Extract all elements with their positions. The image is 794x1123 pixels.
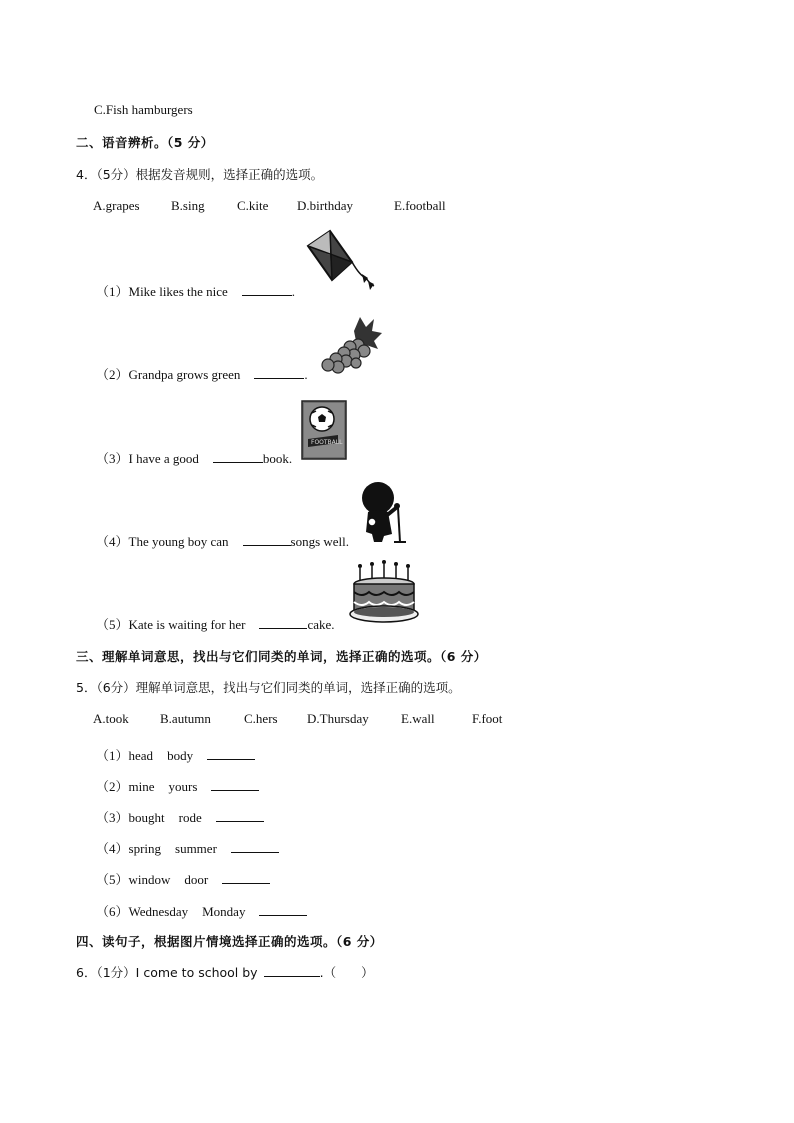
item-5-1 (96, 745, 255, 764)
answer-blank[interactable] (222, 871, 270, 884)
item-text-after: . (291, 284, 296, 299)
item-text: I have a good (128, 451, 199, 466)
word-1: mine (128, 779, 155, 794)
question-6 (76, 963, 374, 981)
word-2: yours (168, 779, 198, 794)
svg-text:FOOTBALL: FOOTBALL (311, 439, 343, 446)
word-1: window (128, 872, 171, 887)
item-number: （2） (96, 779, 129, 794)
item-text-after: . (304, 367, 308, 382)
item-number: （1） (96, 284, 129, 299)
answer-blank[interactable] (259, 903, 307, 916)
answer-blank[interactable] (211, 778, 259, 791)
section-4-heading: 四、读句子，根据图片情境选择正确的选项。（6 分） (76, 934, 383, 949)
question-6-text: 6．（1分）I come to school by (76, 965, 258, 980)
item-5-6 (96, 901, 307, 920)
item-4-3 (96, 448, 292, 467)
option-d: D.Thursday (307, 711, 369, 726)
item-5-4 (96, 838, 279, 857)
answer-blank[interactable] (216, 809, 264, 822)
section-2-heading: 二、语音辨析。（5 分） (76, 135, 214, 150)
item-number: （2） (96, 367, 129, 382)
item-number: （4） (96, 534, 129, 549)
item-number: （1） (96, 748, 129, 763)
option-a: A.grapes (93, 198, 140, 213)
item-4-4 (96, 531, 349, 550)
option-c: C.kite (237, 198, 269, 213)
answer-blank[interactable] (231, 840, 279, 853)
kite-icon (300, 228, 380, 296)
item-4-5 (96, 614, 335, 633)
item-5-3 (96, 807, 264, 826)
answer-blank[interactable] (259, 616, 307, 629)
item-5-2 (96, 776, 259, 795)
item-number: （5） (96, 617, 129, 632)
item-text-after: book. (262, 451, 293, 466)
singing-boy-icon (358, 478, 410, 544)
football-book-icon (300, 399, 348, 461)
word-1: bought (128, 810, 165, 825)
item-4-1 (96, 281, 295, 300)
option-c-fish-hamburgers: C.Fish hamburgers (94, 102, 193, 117)
item-5-5 (96, 869, 270, 888)
item-number: （3） (96, 451, 129, 466)
option-b: B.autumn (160, 711, 211, 726)
option-e: E.wall (401, 711, 435, 726)
option-c: C.hers (244, 711, 278, 726)
option-e: E.football (394, 198, 446, 213)
item-text: Kate is waiting for her (128, 617, 246, 632)
item-text: Mike likes the nice (128, 284, 228, 299)
item-number: （4） (96, 841, 129, 856)
word-2: door (184, 872, 209, 887)
item-text-after: songs well. (290, 534, 350, 549)
option-f: F.foot (472, 711, 503, 726)
item-text-after: cake. (307, 617, 335, 632)
word-2: rode (178, 810, 202, 825)
answer-blank[interactable] (242, 283, 292, 296)
answer-paren: .（ ） (319, 965, 374, 980)
question-4: 4．（5分）根据发音规则，选择正确的选项。 (76, 167, 324, 182)
word-1: spring (128, 841, 162, 856)
word-2: body (167, 748, 194, 763)
item-number: （6） (96, 904, 129, 919)
item-number: （3） (96, 810, 129, 825)
option-a: A.took (93, 711, 129, 726)
option-b: B.sing (171, 198, 205, 213)
answer-blank[interactable] (254, 366, 304, 379)
answer-blank[interactable] (213, 450, 263, 463)
item-text: The young boy can (128, 534, 229, 549)
answer-blank[interactable] (264, 964, 320, 977)
grapes-icon (316, 313, 386, 377)
word-2: Monday (202, 904, 246, 919)
question-5: 5．（6分）理解单词意思，找出与它们同类的单词，选择正确的选项。 (76, 680, 461, 695)
section-3-heading: 三、理解单词意思，找出与它们同类的单词，选择正确的选项。（6 分） (76, 649, 487, 664)
word-1: head (128, 748, 154, 763)
item-4-2 (96, 364, 308, 383)
item-number: （5） (96, 872, 129, 887)
birthday-cake-icon (348, 560, 422, 628)
answer-blank[interactable] (243, 533, 291, 546)
answer-blank[interactable] (207, 747, 255, 760)
word-2: summer (175, 841, 217, 856)
word-1: Wednesday (128, 904, 189, 919)
item-text: Grandpa grows green (128, 367, 241, 382)
option-d: D.birthday (297, 198, 353, 213)
